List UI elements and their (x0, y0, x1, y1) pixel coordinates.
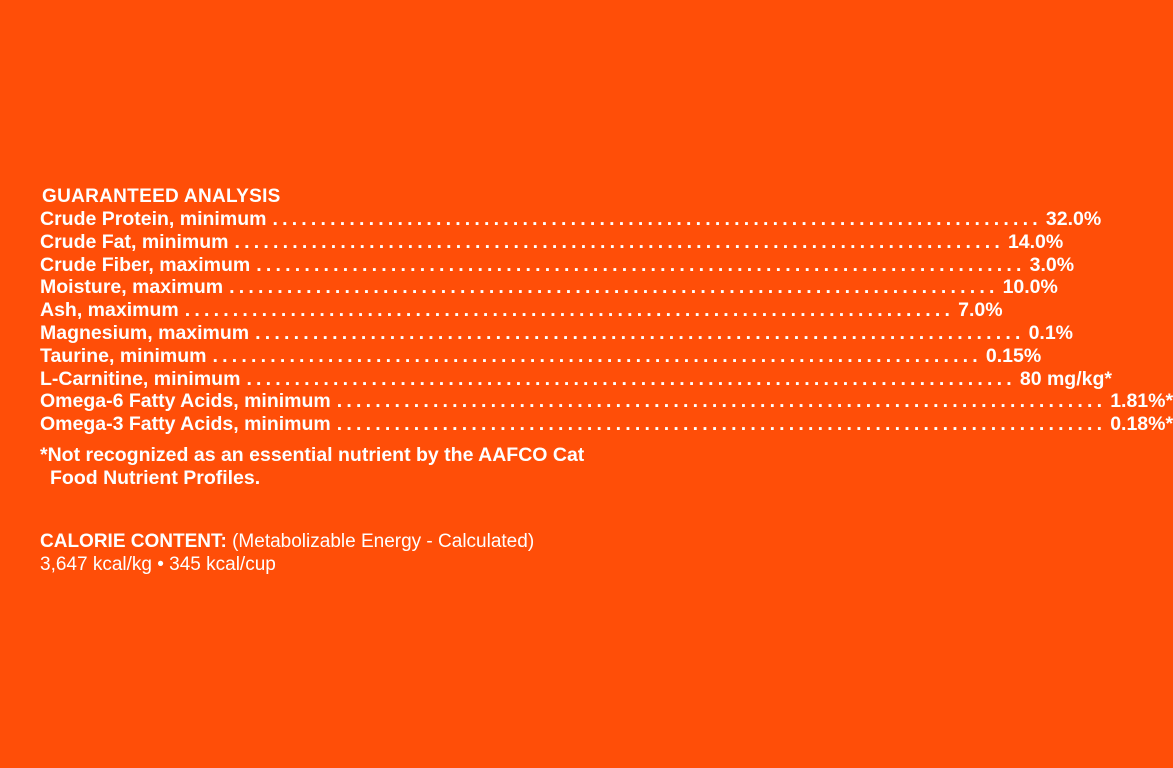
footnote-line-1: *Not recognized as an essential nutrient by the AAFCO Cat (40, 443, 585, 466)
row-value: 0.18%* (1110, 413, 1173, 436)
row-label: Magnesium, maximum (40, 321, 250, 344)
row-value: 1.81%* (1110, 390, 1173, 413)
analysis-row-taurine (40, 344, 1042, 368)
aafco-footnote (40, 444, 710, 490)
calorie-content-subheading: (Metabolizable Energy - Calculated) (232, 530, 535, 552)
row-label: Omega-6 Fatty Acids, minimum (40, 390, 331, 413)
calorie-values: 3,647 kcal/kg • 345 kcal/cup (40, 553, 276, 575)
analysis-row-moisture (40, 276, 1058, 299)
nutrition-panel (40, 186, 1173, 576)
calorie-content-heading: CALORIE CONTENT: (40, 530, 227, 552)
analysis-row-omega-3 (40, 413, 1173, 436)
row-value: 14.0% (1007, 230, 1064, 253)
row-label: Crude Protein, minimum (40, 208, 267, 230)
analysis-row-omega-6 (40, 390, 1173, 413)
dot-leader: ................................................................................ (256, 253, 1026, 276)
footnote-line-2: Food Nutrient Profiles. (50, 466, 261, 489)
calorie-content (40, 530, 730, 576)
row-label: Taurine, minimum (40, 344, 207, 367)
row-label: L-Carnitine, minimum (40, 367, 241, 390)
dot-leader: ................................................................................ (246, 367, 1016, 390)
row-label: Moisture, maximum (40, 276, 224, 299)
analysis-row-magnesium (40, 321, 1074, 345)
analysis-list (40, 208, 1173, 436)
row-value: 3.0% (1029, 253, 1075, 276)
row-value: 32.0% (1045, 208, 1102, 230)
row-value: 10.0% (1002, 276, 1058, 299)
dot-leader: ................................................................................ (272, 208, 1042, 230)
row-value: 80 mg/kg* (1019, 367, 1112, 390)
dot-leader: ................................................................................ (234, 230, 1004, 253)
analysis-row-ash (40, 299, 1003, 322)
dot-leader: ................................................................................ (184, 299, 955, 322)
dot-leader: ................................................................................ (255, 321, 1025, 344)
dot-leader: ................................................................................ (336, 413, 1107, 436)
dot-leader: ................................................................................ (229, 276, 999, 299)
guaranteed-analysis-heading: GUARANTEED ANALYSIS (42, 186, 281, 207)
row-value: 0.15% (985, 344, 1042, 367)
row-label: Crude Fiber, maximum (40, 253, 251, 276)
row-label: Omega-3 Fatty Acids, minimum (40, 413, 331, 436)
row-value: 0.1% (1028, 321, 1074, 344)
dot-leader: ................................................................................ (336, 390, 1107, 413)
analysis-row-crude-protein (40, 208, 1102, 231)
dot-leader: ................................................................................ (212, 344, 982, 367)
analysis-row-l-carnitine (40, 367, 1112, 391)
analysis-row-crude-fat (40, 230, 1064, 254)
row-value: 7.0% (958, 299, 1003, 322)
row-label: Ash, maximum (40, 299, 179, 322)
analysis-row-crude-fiber (40, 253, 1075, 277)
row-label: Crude Fat, minimum (40, 230, 229, 253)
